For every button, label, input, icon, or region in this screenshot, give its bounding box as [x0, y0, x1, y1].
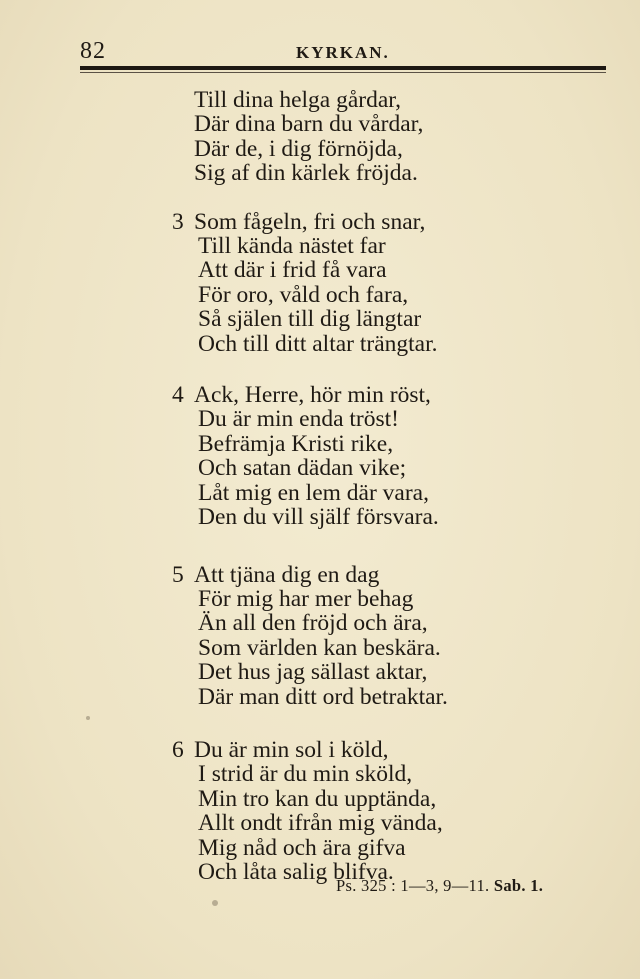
stanza-continued: [172, 88, 448, 186]
verse-line: Som fågeln, fri och snar,: [194, 208, 426, 235]
verse-line: Än all den fröjd och ära,: [198, 610, 428, 637]
running-head: KYRKAN.: [296, 43, 390, 62]
paper-speck: [86, 716, 90, 720]
page-number: 82: [80, 38, 106, 64]
stanza-3: [172, 210, 448, 356]
verse-line: Där dina barn du vårdar,: [194, 111, 424, 138]
verse-line: Och låta salig blifva.: [198, 858, 394, 885]
stanza-number: 6: [172, 736, 184, 763]
header-rule: [80, 66, 606, 70]
verse-line: Som världen kan beskära.: [198, 634, 441, 661]
verse-line: Det hus jag sällast aktar,: [198, 659, 428, 686]
verse-line: Mig nåd och ära gifva: [198, 834, 406, 861]
verse-line: Där de, i dig förnöjda,: [194, 135, 403, 162]
scripture-reference: Ps. 325 : 1—3, 9—11.: [336, 876, 490, 895]
verse-line: I strid är du min sköld,: [198, 761, 413, 788]
verse-line: Att tjäna dig en dag: [194, 561, 380, 588]
verse-line: Sig af din kärlek fröjda.: [194, 160, 418, 187]
verse-line: Och satan dädan vike;: [198, 455, 407, 482]
verse-line: Där man ditt ord betraktar.: [198, 683, 448, 710]
stanza-4: [172, 383, 448, 529]
stanza-number: 4: [172, 382, 184, 409]
stanza-number: 5: [172, 561, 184, 588]
header-rule-thin: [80, 72, 606, 73]
verse-line: Och till ditt altar trängtar.: [198, 330, 438, 357]
verse-line: Befrämja Kristi rike,: [198, 430, 394, 457]
verse-line: Till dina helga gårdar,: [194, 87, 402, 113]
verse-line: För oro, våld och fara,: [198, 281, 409, 308]
verse-line: Att där i frid få vara: [198, 257, 387, 284]
tune-reference: Sab. 1.: [493, 876, 544, 895]
verse-line: Du är min sol i köld,: [194, 736, 389, 763]
verse-line: Du är min enda tröst!: [198, 406, 400, 433]
verse-line: Till kända nästet far: [198, 233, 386, 260]
verse-line: Låt mig en lem där vara,: [198, 479, 429, 506]
paper-speck: [212, 900, 218, 906]
verse-line: Ack, Herre, hör min röst,: [194, 382, 431, 409]
verse-line: För mig har mer behag: [198, 585, 414, 612]
stanza-number: 3: [172, 208, 184, 235]
verse-line: Allt ondt ifrån mig vända,: [198, 810, 443, 837]
hymn-reference: [336, 876, 543, 896]
stanza-5: [172, 563, 448, 709]
hymn-text: [172, 88, 448, 884]
verse-line: Så själen till dig längtar: [198, 306, 422, 333]
verse-line: Den du vill själf försvara.: [198, 504, 439, 531]
verse-line: Min tro kan du upptända,: [198, 785, 437, 812]
stanza-6: [172, 738, 448, 884]
